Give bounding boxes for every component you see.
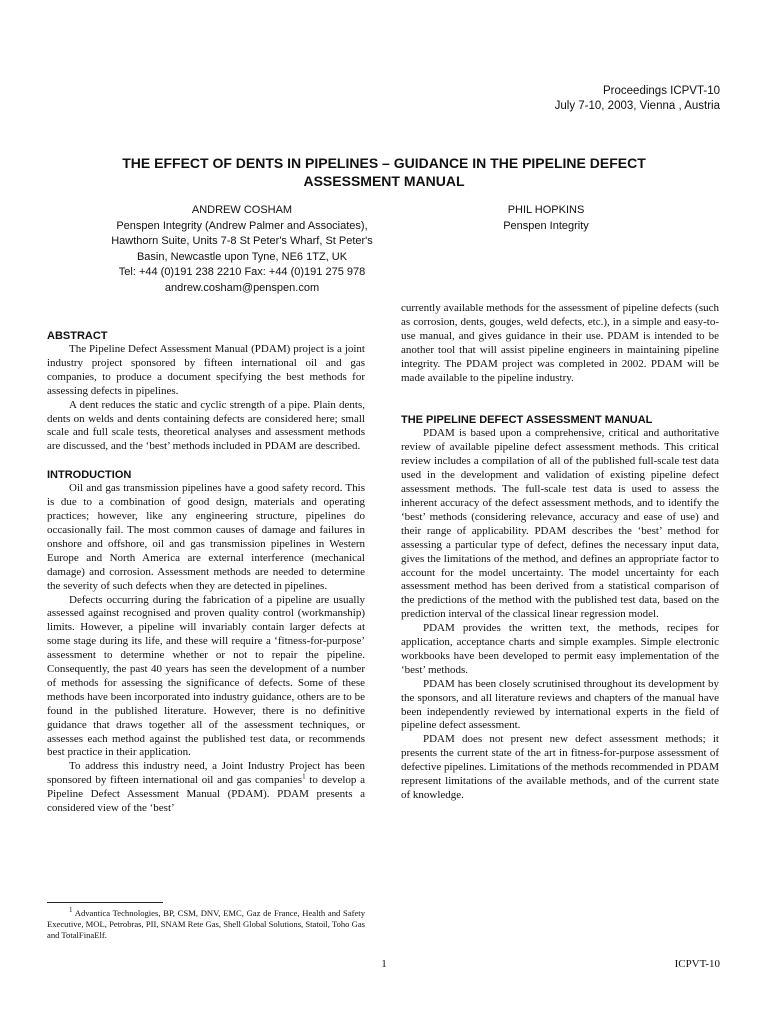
proceedings-name: Proceedings ICPVT-10 [603, 85, 720, 97]
introduction-heading: INTRODUCTION [47, 469, 132, 482]
section-spacer [47, 454, 365, 468]
proceedings-date-location: July 7-10, 2003, Vienna , Austria [554, 100, 720, 112]
author-name: ANDREW COSHAM [191, 204, 293, 216]
pdam-paragraph: PDAM is based upon a comprehensive, critical and authoritative review of available pipeline defect assessment methods. This critical review includes a compilation of all of the published full-scale test data used in the development and validation of existing pipeline defect assessment methods. The full-scale test data is used to assess the inherent accuracy of the defect assessment methods, and to identify the ‘best’ methods (considering relevance, accuracy and ease of use) and their range of applicability. PDAM describes the ‘best’ method for assessing a particular type of defect, defines the necessary input data, gives the limitations of the method, and defines an appropriate factor to account for the model uncertainty. The model uncertainty for each assessment method has been derived from a statistical comparison of the predictions of the method with the published test data, based on the prediction interval of the classical linear regression model. [401, 427, 719, 621]
abstract-paragraph: The Pipeline Defect Assessment Manual (PDAM) project is a joint industry project sponsored by fifteen international oil and gas companies, to produce a document specifying the best methods for assessing defects in pipelines. [47, 343, 365, 397]
footnote-text: Advantica Technologies, BP, CSM, DNV, EMC, Gaz de France, Health and Safety Executive, MOL, Petrobras, PII, SNAM Rete Gas, Shell Global Solutions, Statoil, Toho Gas and TotalFinaElf. [47, 908, 365, 940]
author-block-hopkins [466, 203, 626, 234]
paper-title-line-2: ASSESSMENT MANUAL [303, 173, 465, 189]
pdam-heading: THE PIPELINE DEFECT ASSESSMENT MANUAL [401, 414, 653, 427]
pdam-paragraph: PDAM has been closely scrutinised throughout its development by the sponsors, and all literature reviews and chapters of the manual have been independently reviewed by international experts in the field of pipeline defect assessment. [401, 677, 719, 732]
footnote [47, 908, 365, 941]
pdam-paragraph: PDAM does not present new defect assessment methods; it presents the current state of the art in fitness-for-purpose assessment of defective pipelines. Limitations of the methods recommended in PDAM represent limitations of the available methods, and of the current state of knowledge. [401, 733, 720, 801]
paragraph-text: To address this industry need, a Joint Industry Project has been sponsored by fifteen international oil and gas companies [47, 760, 365, 787]
proceedings-header [555, 84, 720, 114]
page-number: 1 [381, 958, 387, 970]
author-address: Hawthorn Suite, Units 7-8 St Peter's Wharf, St Peter's [111, 235, 373, 247]
abstract-paragraph: A dent reduces the static and cyclic strength of a pipe. Plain dents, dents on welds and dents containing defects are considered here; small scale and full scale tests, theoretical analyses and assessment methods are discussed, and the ‘best’ methods included in PDAM are described. [47, 398, 365, 453]
introduction-paragraph: Defects occurring during the fabrication of a pipeline are usually assessed against recognised and proven quality control (workmanship) limits. However, a pipeline will invariably contain larger defects at some stage during its life, and these will require a ‘fitness-for-purpose’ assessment to determine whether or not to repair the pipeline. Consequently, the past 40 years has seen the development of a number of methods for assessing the significance of defects. Some of these methods have been incorporated into industry guidance, others are to be found in the published literature. However, there is no definitive guidance that draws together all of the assessment techniques, or assesses each method against the published test data, or recommends best practice in their application. [47, 593, 365, 759]
pdam-paragraph: PDAM provides the written text, the methods, recipes for application, acceptance charts and simple examples. Simple electronic workbooks have been developed to permit easy implementation of the ‘best’ methods. [401, 622, 719, 676]
footnote-reference[interactable]: 1 [302, 772, 306, 781]
author-phone-fax: Tel: +44 (0)191 238 2210 Fax: +44 (0)191 275 978 [118, 266, 366, 278]
author-name: PHIL HOPKINS [507, 204, 585, 216]
section-spacer [401, 385, 719, 399]
author-affiliation: Penspen Integrity [503, 219, 589, 232]
footnote-marker: 1 [69, 906, 73, 915]
right-column [401, 302, 719, 803]
paper-title [40, 154, 728, 190]
introduction-continuation: currently available methods for the assessment of pipeline defects (such as corrosion, dents, gouges, weld defects, etc.), in a simple and easy-to-use manual, and gives guidance in their use. PDAM is intended to be another tool that will assist pipeline engineers in maintaining pipeline integrity. The PDAM project was completed in 2002. PDAM will be made available to the pipeline industry. [401, 302, 719, 384]
author-affiliation: Penspen Integrity (Andrew Palmer and Associates), [116, 219, 368, 232]
left-column [47, 329, 365, 816]
author-email: andrew.cosham@penspen.com [164, 281, 320, 294]
author-block-cosham [52, 203, 432, 296]
introduction-paragraph: Oil and gas transmission pipelines have a good safety record. This is due to a combination of good design, materials and operating practices; however, like any engineering structure, pipelines do occasionally fail. The most common causes of damage and failures in onshore and offshore, oil and gas transmission pipelines in Western Europe and North America are external interference (mechanical damage) and corrosion. Assessment methods are needed to determine the severity of such defects when they are detected in pipelines. [47, 482, 365, 592]
abstract-heading: ABSTRACT [47, 330, 108, 342]
section-spacer [401, 399, 719, 413]
author-address: Basin, Newcastle upon Tyne, NE6 1TZ, UK [136, 250, 348, 263]
paper-title-line-1: THE EFFECT OF DENTS IN PIPELINES – GUIDANCE IN THE PIPELINE DEFECT [122, 155, 646, 171]
footer-conference-tag: ICPVT-10 [674, 958, 720, 970]
paragraph-text: to develop a Pipeline Defect Assessment Manual (PDAM). PDAM presents a considered view of the ‘best’ [47, 774, 365, 815]
introduction-paragraph [47, 760, 365, 816]
footnote-divider [47, 902, 163, 903]
